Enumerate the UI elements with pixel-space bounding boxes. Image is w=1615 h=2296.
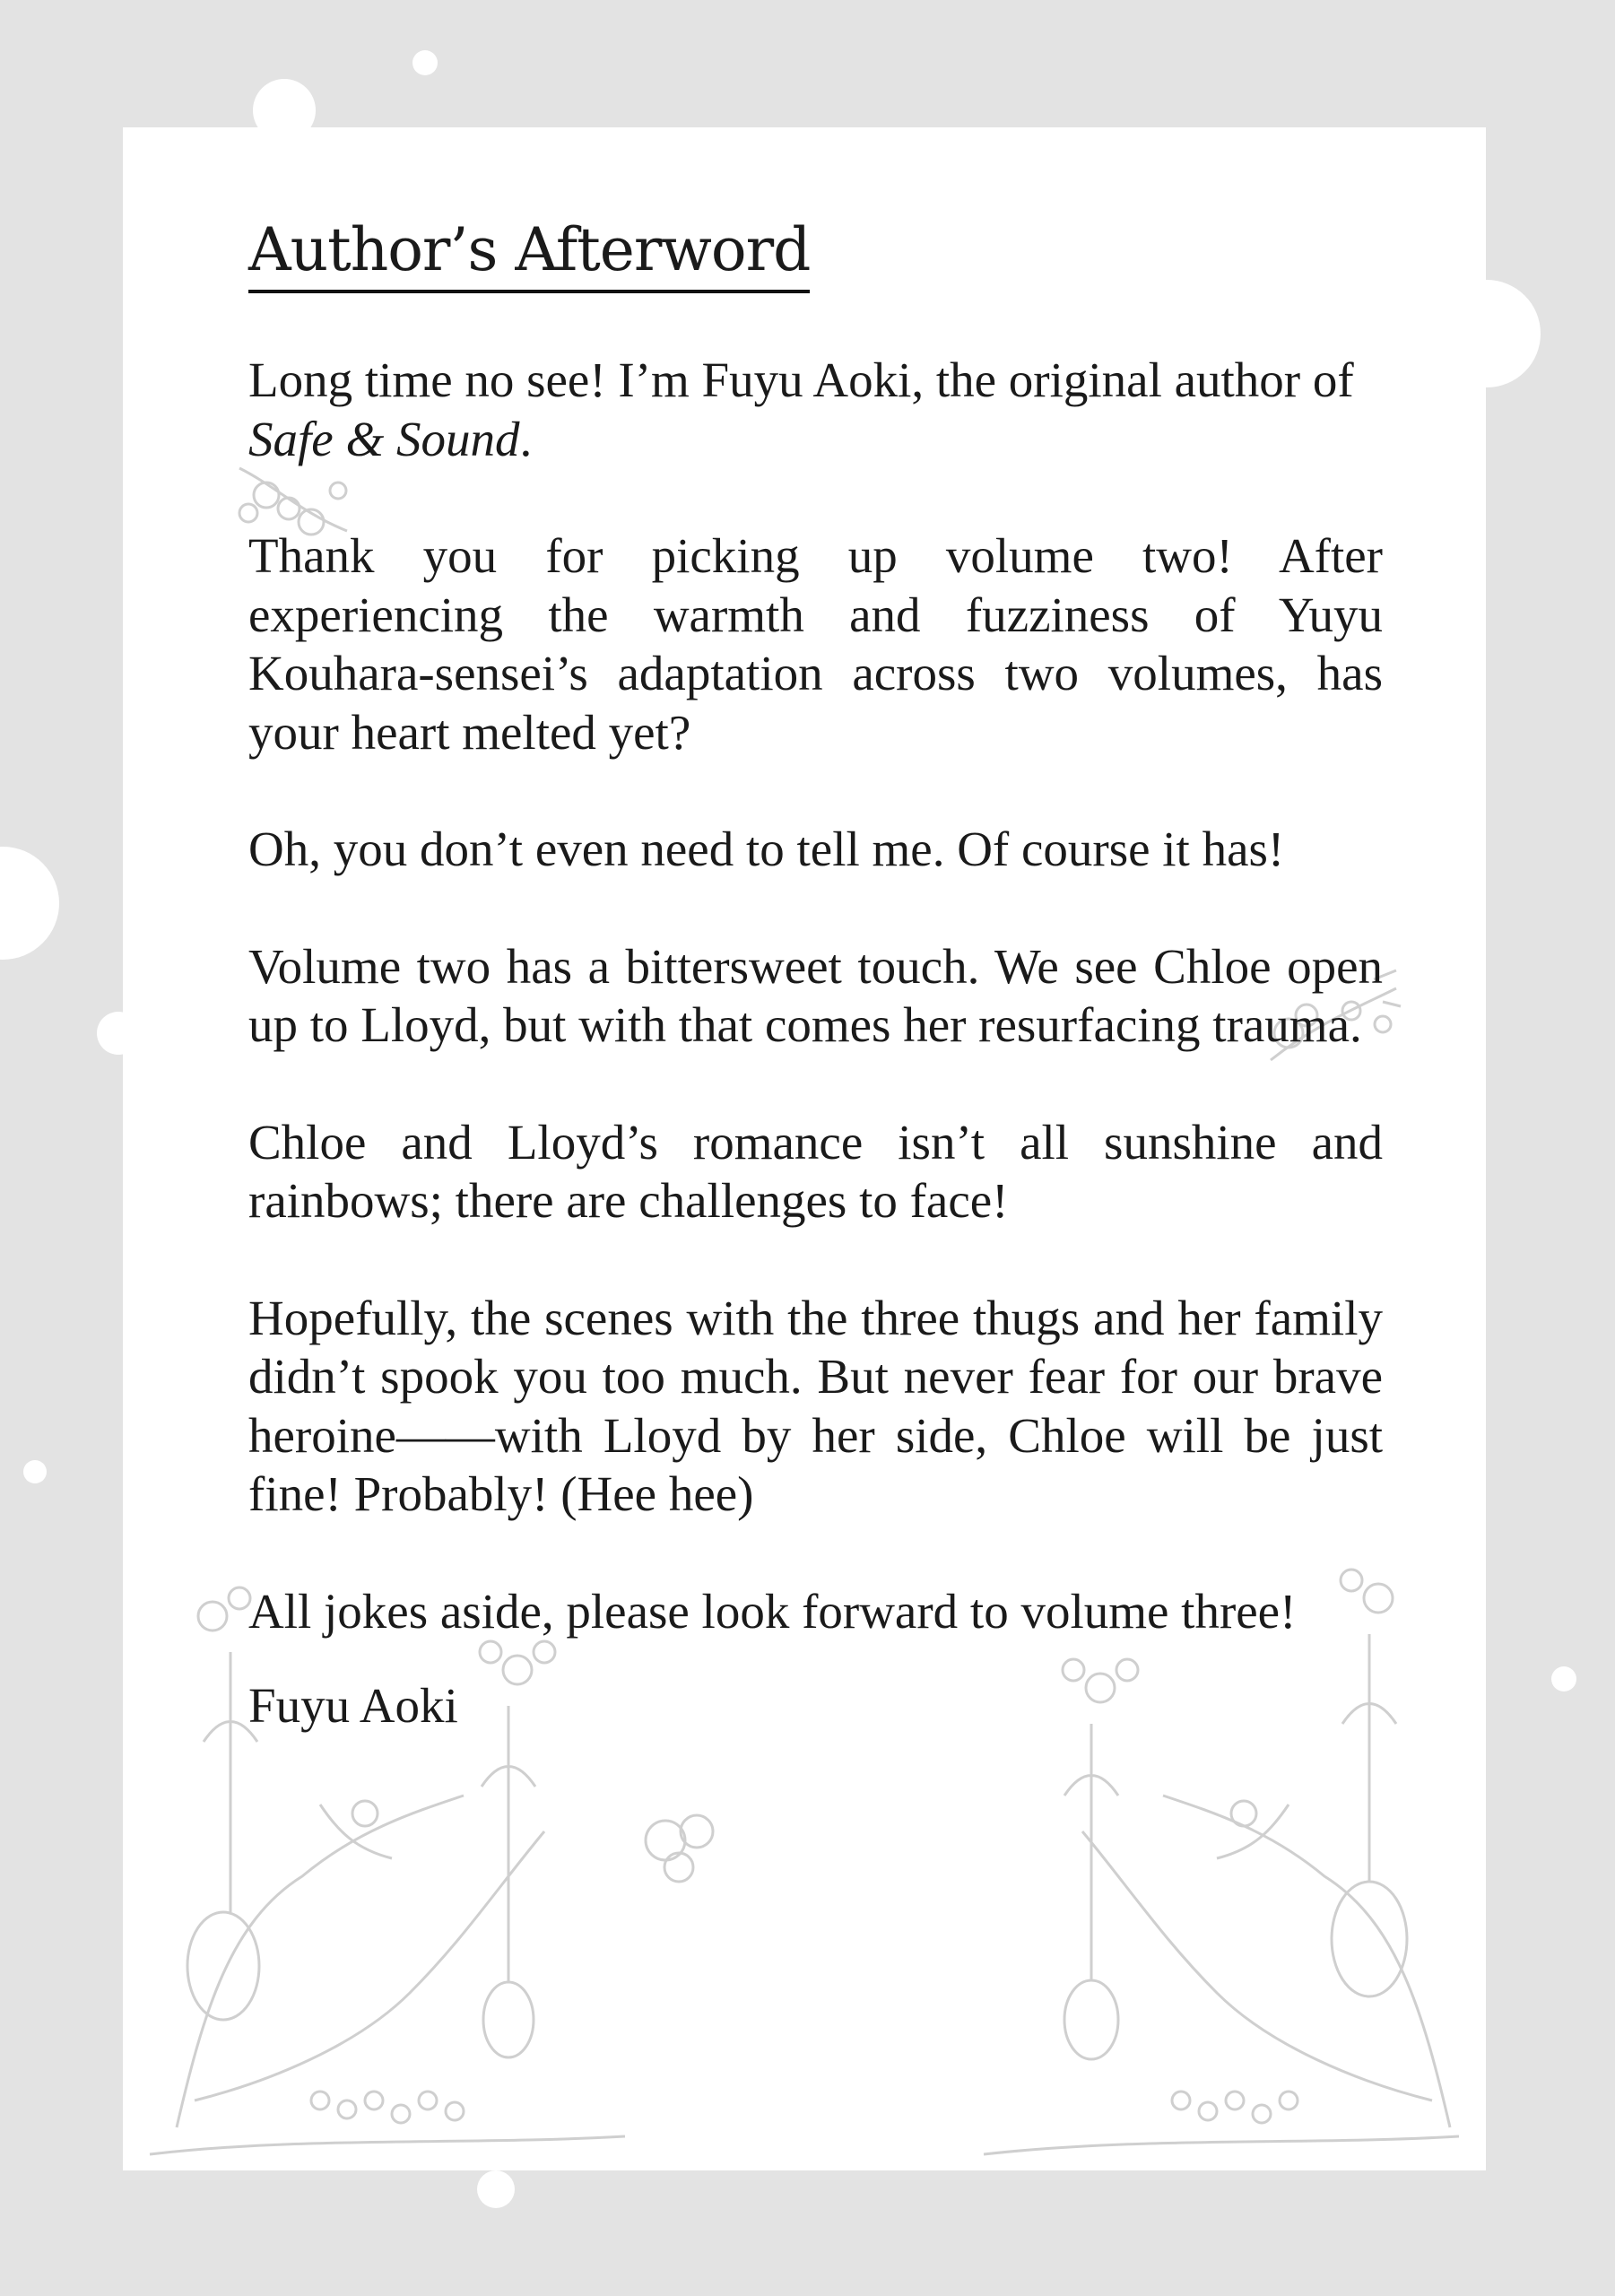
- paragraph-thanks: Thank you for picking up volume two! After experiencing the warmth and fuzziness of Yuyu Kouhara-sensei’s adaptation across two volumes, has your heart melted yet?: [248, 528, 1383, 760]
- afterword-content: [248, 213, 1383, 1735]
- signature: Fuyu Aoki: [248, 1678, 458, 1733]
- bubble-dot: [0, 847, 59, 960]
- paragraph-hopefully: Hopefully, the scenes with the three thugs and her family didn’t spook you too much. But never fear for our brave heroine——with Lloyd by her side, Chloe will be just fine! Probably! (Hee hee): [248, 1290, 1383, 1521]
- series-title: Safe & Sound: [248, 411, 520, 466]
- bubble-dot: [412, 50, 438, 75]
- page-title: Author’s Afterword: [248, 213, 810, 293]
- paragraph-reassurance: Oh, you don’t even need to tell me. Of course it has!: [248, 822, 1285, 876]
- paragraph-romance: Chloe and Lloyd’s romance isn’t all sunshine and rainbows; there are challenges to face!: [248, 1114, 1383, 1228]
- greeting-end: .: [519, 411, 533, 466]
- afterword-page: [123, 127, 1486, 2170]
- paragraph-greeting: [248, 351, 1383, 468]
- greeting-text: Long time no see! I’m Fuyu Aoki, the original author of: [248, 352, 1354, 407]
- paragraph-volume-two: Volume two has a bittersweet touch. We see Chloe open up to Lloyd, but with that comes her resurfacing trauma.: [248, 938, 1383, 1052]
- paragraph-closing: All jokes aside, please look forward to volume three!: [248, 1583, 1297, 1639]
- bubble-dot: [23, 1460, 47, 1483]
- bubble-dot: [1551, 1666, 1576, 1692]
- bubble-dot: [477, 2170, 515, 2208]
